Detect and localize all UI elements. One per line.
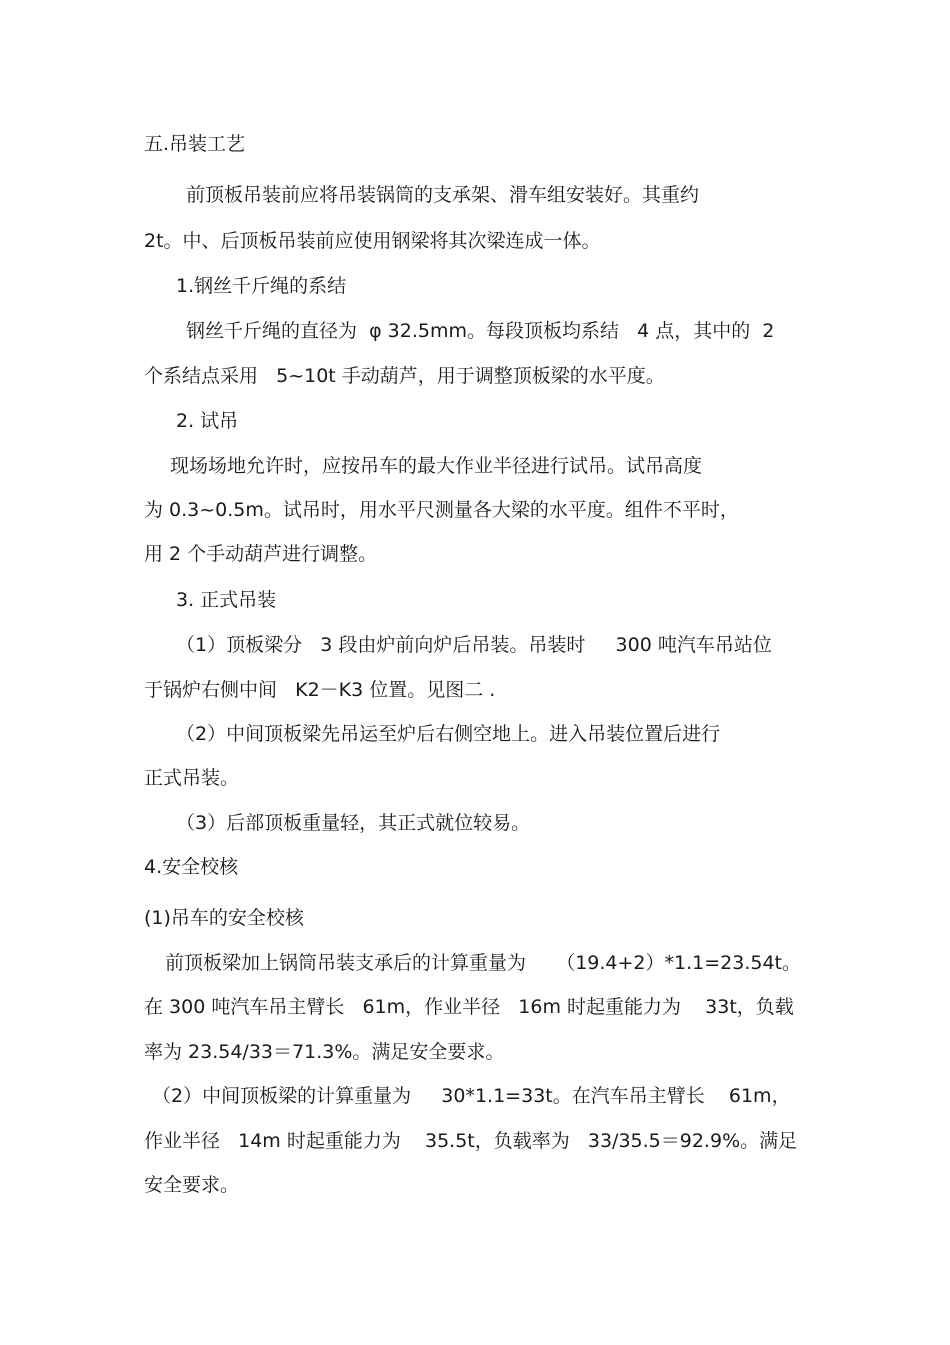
paragraph-line: （2）中间顶板梁先吊运至炉后右侧空地上。进入吊装位置后进行 (176, 723, 721, 745)
paragraph-line: 前顶板梁加上锅筒吊装支承后的计算重量为 （19.4+2）*1.1=23.54t。 (165, 952, 801, 974)
paragraph-line: 前顶板吊装前应将吊装锅筒的支承架、滑车组安装好。其重约 (186, 184, 700, 206)
paragraph-line: 个系结点采用 5~10t 手动葫芦，用于调整顶板梁的水平度。 (144, 365, 665, 387)
section-heading: 4.安全校核 (144, 856, 239, 878)
subsection-heading: 3. 正式吊装 (176, 589, 277, 611)
section-heading: 五.吊装工艺 (144, 133, 246, 155)
paragraph-line: 现场场地允许时，应按吊车的最大作业半径进行试吊。试吊高度 (170, 455, 703, 477)
subsection-heading: 2. 试吊 (176, 410, 239, 432)
paragraph-line: 在 300 吨汽车吊主臂长 61m，作业半径 16m 时起重能力为 33t，负载 (144, 996, 794, 1018)
paragraph-line: 于锅炉右侧中间 K2－K3 位置。见图二 . (144, 679, 496, 701)
subsection-heading: (1)吊车的安全校核 (144, 907, 304, 929)
paragraph-line: 为 0.3~0.5m。试吊时，用水平尺测量各大梁的水平度。组件不平时， (144, 499, 739, 521)
paragraph-line: 用 2 个手动葫芦进行调整。 (144, 543, 378, 565)
paragraph-line: （1）顶板梁分 3 段由炉前向炉后吊装。吊装时 300 吨汽车吊站位 (176, 634, 772, 656)
paragraph-line: 安全要求。 (144, 1174, 240, 1196)
paragraph-line: （3）后部顶板重量轻，其正式就位较易。 (176, 812, 531, 834)
paragraph-line: 钢丝千斤绳的直径为 φ 32.5mm。每段顶板均系结 4 点，其中的 2 (186, 320, 775, 342)
paragraph-line: 2t。中、后顶板吊装前应使用钢梁将其次梁连成一体。 (144, 230, 601, 252)
subsection-heading: 1.钢丝千斤绳的系结 (176, 275, 347, 297)
paragraph-line: 正式吊装。 (144, 767, 240, 789)
paragraph-line: 率为 23.54/33＝71.3%。满足安全要求。 (144, 1041, 505, 1063)
paragraph-line: 作业半径 14m 时起重能力为 35.5t，负载率为 33/35.5＝92.9%。满足 (144, 1130, 798, 1152)
paragraph-line: （2）中间顶板梁的计算重量为 30*1.1=33t。在汽车吊主臂长 61m， (152, 1085, 791, 1107)
